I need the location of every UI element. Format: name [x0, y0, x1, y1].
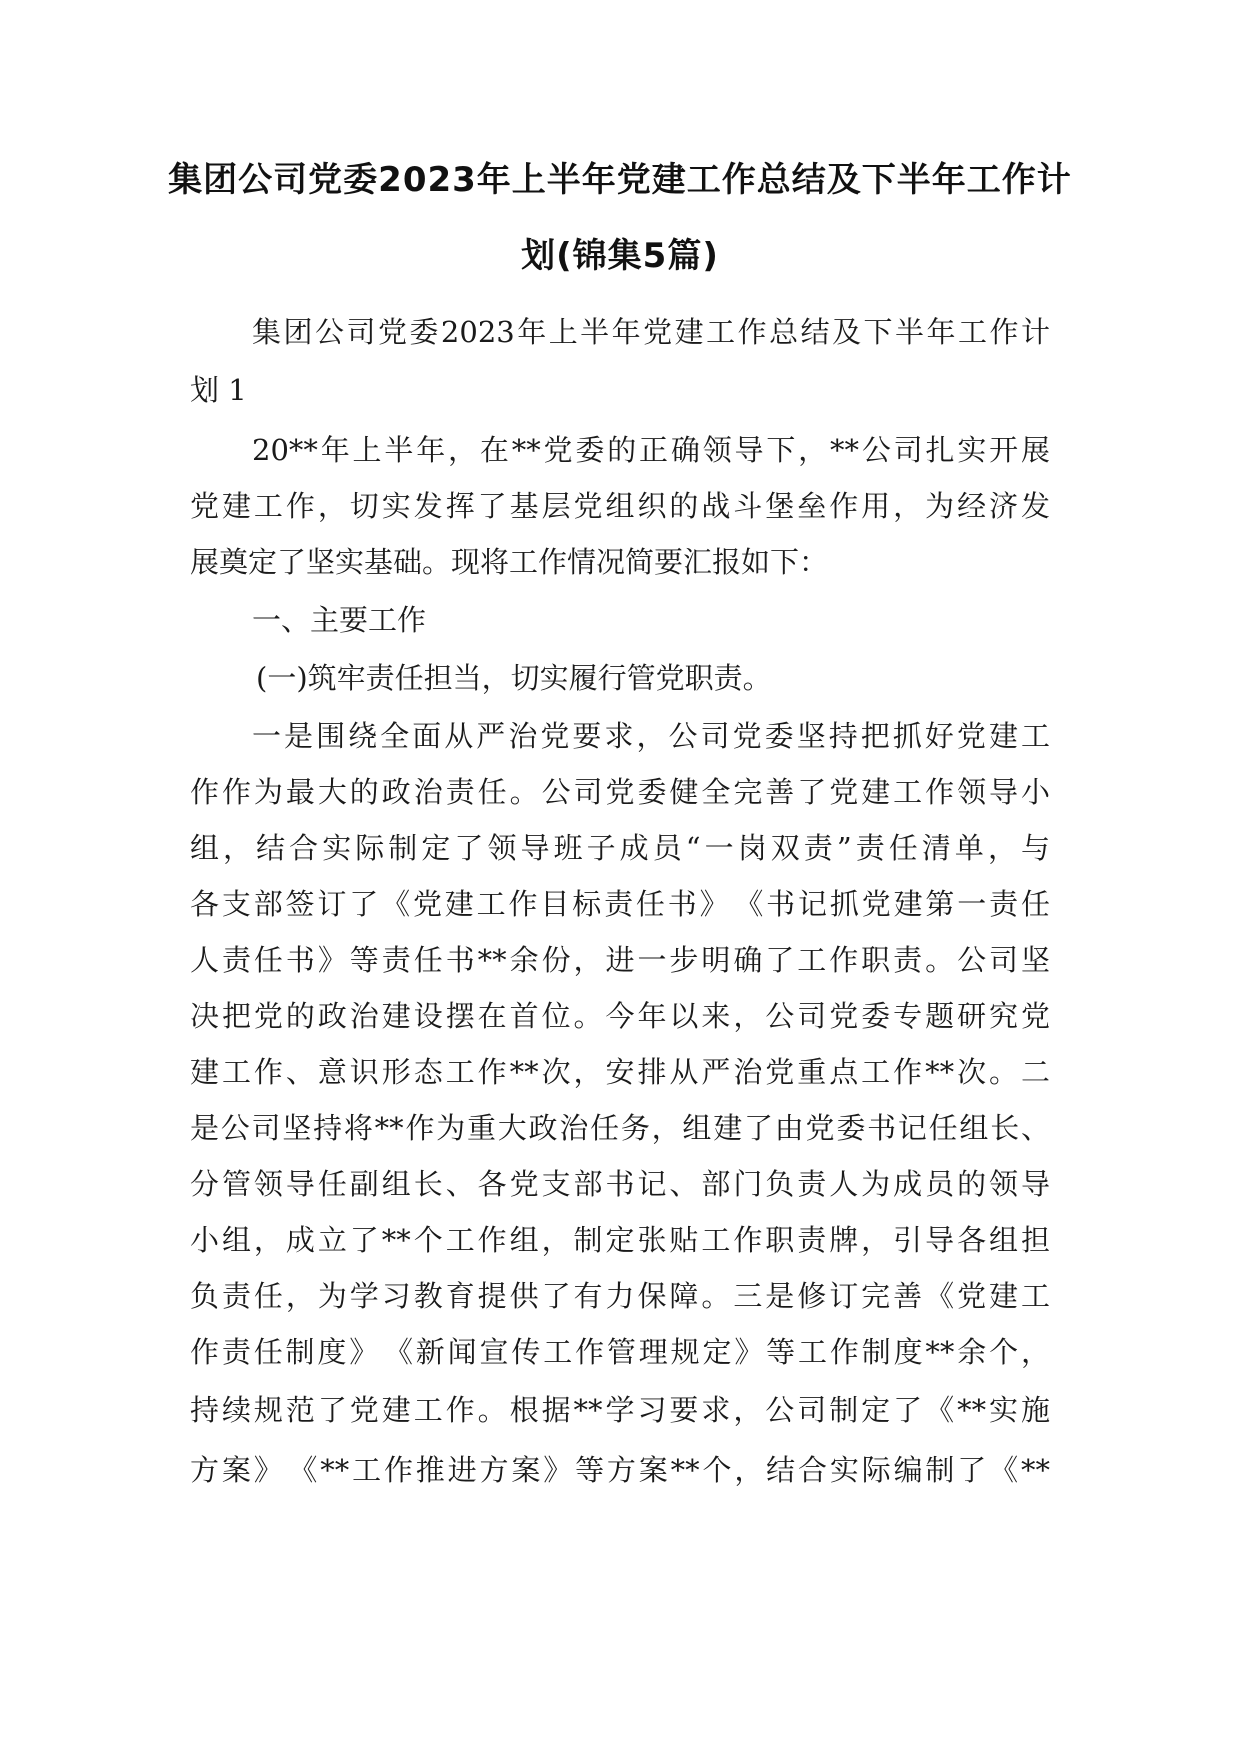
body-line: 各支部签订了《党建工作目标责任书》 《书记抓党建第一责任	[190, 887, 1050, 921]
body-line: 方案》 《**工作推进方案》等方案**个，结合实际编制了《**	[190, 1453, 1050, 1487]
body-line: 是公司坚持将**作为重大政治任务，组建了由党委书记任组长、	[190, 1111, 1050, 1145]
body-line: 20**年上半年，在**党委的正确领导下，**公司扎实开展	[252, 433, 1050, 467]
document-title-line-2: 划(锦集5篇)	[521, 236, 719, 276]
body-line: 作责任制度》 《新闻宣传工作管理规定》等工作制度**余个，	[190, 1335, 1050, 1369]
body-line: 人责任书》等责任书**余份，进一步明确了工作职责。公司坚	[190, 943, 1050, 977]
body-line: 党建工作，切实发挥了基层党组织的战斗堡垒作用，为经济发	[190, 489, 1050, 523]
body-line: 决把党的政治建设摆在首位。今年以来，公司党委专题研究党	[190, 999, 1050, 1033]
body-line: 小组，成立了**个工作组，制定张贴工作职责牌，引导各组担	[190, 1223, 1050, 1257]
body-line: 集团公司党委2023年上半年党建工作总结及下半年工作计	[252, 315, 1050, 349]
body-line: 一是围绕全面从严治党要求，公司党委坚持把抓好党建工	[252, 719, 1050, 753]
body-line: 组，结合实际制定了领导班子成员“一岗双责”责任清单，与	[190, 831, 1050, 865]
section-heading: 一、主要工作	[252, 603, 427, 637]
body-line: 展奠定了坚实基础。现将工作情况简要汇报如下：	[190, 545, 829, 579]
body-line: 作作为最大的政治责任。公司党委健全完善了党建工作领导小	[190, 775, 1050, 809]
body-line: 建工作、意识形态工作**次，安排从严治党重点工作**次。二	[190, 1055, 1050, 1089]
body-line: 分管领导任副组长、各党支部书记、部门负责人为成员的领导	[190, 1167, 1050, 1201]
body-line: 持续规范了党建工作。根据**学习要求，公司制定了《**实施	[190, 1393, 1050, 1427]
body-line: 负责任，为学习教育提供了有力保障。三是修订完善《党建工	[190, 1279, 1050, 1313]
subsection-heading: (一)筑牢责任担当，切实履行管党职责。	[256, 661, 772, 695]
body-line: 划 1	[190, 373, 247, 407]
document-title-line-1: 集团公司党委2023年上半年党建工作总结及下半年工作计	[168, 160, 1072, 200]
